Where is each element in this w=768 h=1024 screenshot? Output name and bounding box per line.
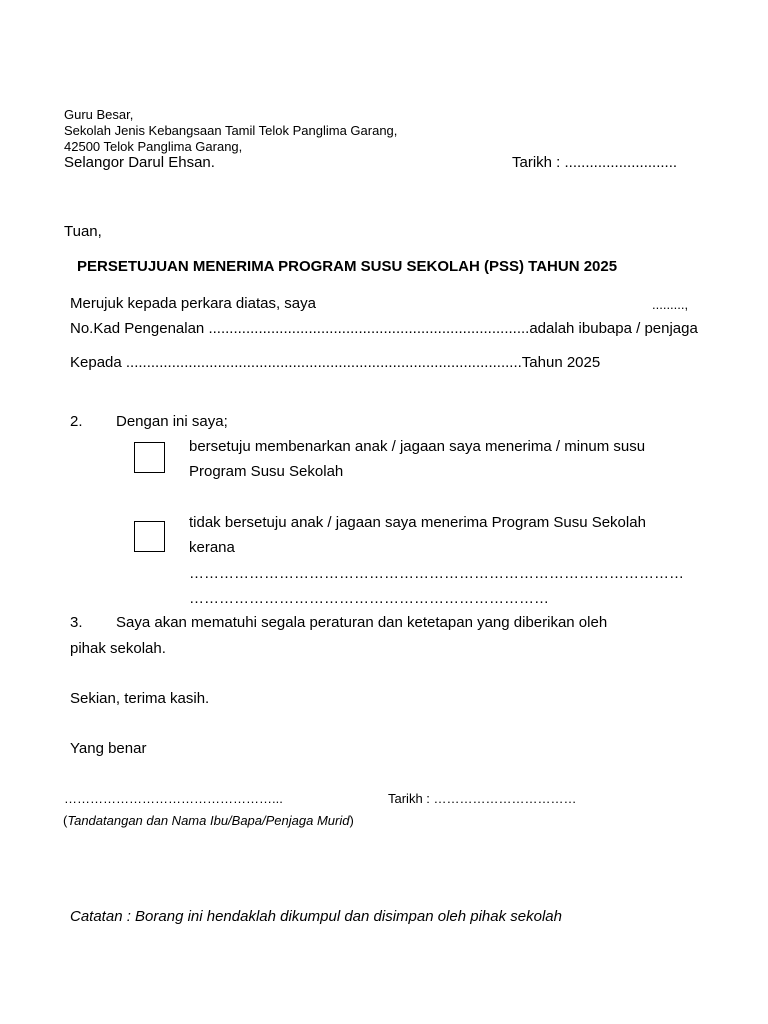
para1-line1: Merujuk kepada perkara diatas, saya xyxy=(70,295,316,312)
address-line-1: Guru Besar, xyxy=(64,107,134,122)
ic-number-line[interactable]: No.Kad Pengenalan .............................................................................adalah ibubapa / penjaga xyxy=(70,320,698,337)
address-line-2: Sekolah Jenis Kebangsaan Tamil Telok Panglima Garang, xyxy=(64,123,398,138)
agree-checkbox[interactable] xyxy=(134,442,165,473)
caption-text: Tandatangan dan Nama Ibu/Bapa/Penjaga Murid xyxy=(67,813,350,828)
yours-sincerely: Yang benar xyxy=(70,740,147,757)
reason-field-line2[interactable]: ……………………………………………………………… xyxy=(189,590,549,607)
recipient-line[interactable]: Kepada ...............................................................................................Tahun 2025 xyxy=(70,354,601,371)
address-line-3: 42500 Telok Panglima Garang, xyxy=(64,139,243,154)
signature-date-field[interactable]: Tarikh : …………………………… xyxy=(388,791,577,806)
name-field-dots[interactable]: ........., xyxy=(652,297,689,312)
reason-field-line1[interactable]: ……………………………………………………………………………………… xyxy=(189,565,684,582)
section3-number: 3. xyxy=(70,614,83,631)
agree-option-line2: Program Susu Sekolah xyxy=(189,463,344,480)
caption-paren-close: ) xyxy=(349,813,354,828)
footer-note: Catatan : Borang ini hendaklah dikumpul dan disimpan oleh pihak sekolah xyxy=(70,908,562,925)
disagree-option-line1: tidak bersetuju anak / jagaan saya menerima Program Susu Sekolah xyxy=(189,514,646,531)
salutation: Tuan, xyxy=(64,223,102,240)
section3-line2: pihak sekolah. xyxy=(70,640,166,657)
agree-option-line1: bersetuju membenarkan anak / jagaan saya menerima / minum susu xyxy=(189,438,646,455)
section3-line1: Saya akan mematuhi segala peraturan dan ketetapan yang diberikan oleh xyxy=(116,614,608,631)
signature-caption xyxy=(63,814,354,827)
letter-title: PERSETUJUAN MENERIMA PROGRAM SUSU SEKOLAH (PSS) TAHUN 2025 xyxy=(77,258,618,275)
closing: Sekian, terima kasih. xyxy=(70,690,210,707)
caption-paren-open: ( xyxy=(63,813,68,828)
header-date-field[interactable]: Tarikh : ........................... xyxy=(512,154,678,171)
disagree-option-line2: kerana xyxy=(189,539,235,556)
disagree-checkbox[interactable] xyxy=(134,521,165,552)
address-line-4: Selangor Darul Ehsan. xyxy=(64,154,215,171)
section2-number: 2. xyxy=(70,413,83,430)
section2-intro: Dengan ini saya; xyxy=(116,413,228,430)
signature-field[interactable]: …………………………………………... xyxy=(64,791,283,806)
